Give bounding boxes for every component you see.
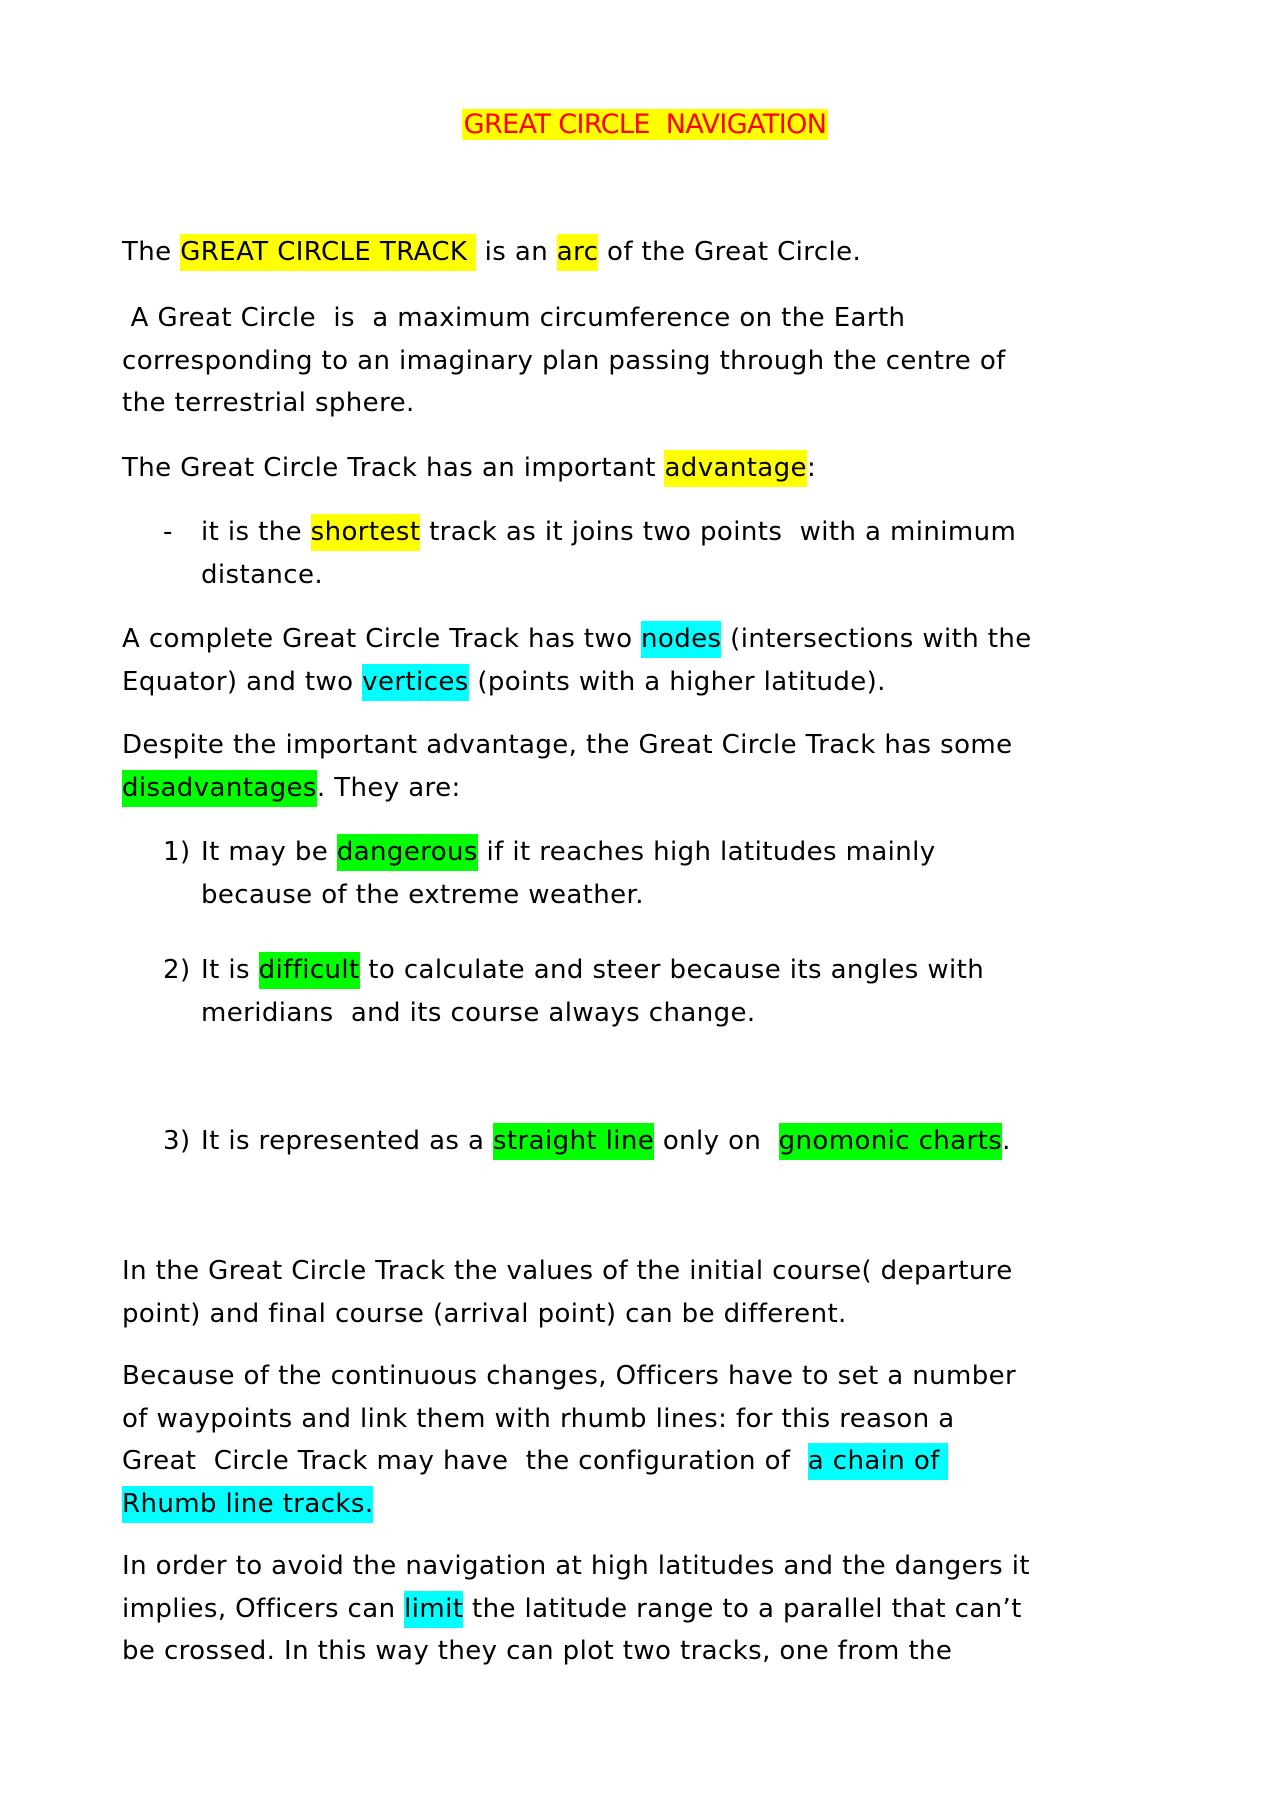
text-run: . <box>1002 1126 1011 1156</box>
text-run: is an <box>476 237 557 267</box>
text-run: implies, Officers can <box>122 1593 405 1624</box>
text-run: The Great Circle Track has an important <box>122 453 665 483</box>
text-run: : <box>806 453 817 483</box>
list-item-body <box>201 511 1183 596</box>
text-run: It is represented as a <box>201 1126 494 1156</box>
disadvantage-list-item-2 <box>163 949 1183 1034</box>
text-run: if it reaches high latitudes mainly <box>477 837 936 867</box>
text-line: A Great Circle is a maximum circumference on the Earth <box>122 303 906 333</box>
list-number-marker: 1) <box>163 837 191 867</box>
text-run: It may be <box>201 837 337 867</box>
text-run: it is the <box>201 517 311 547</box>
text-line: be crossed. In this way they can plot two tracks, one from the <box>122 1636 953 1666</box>
text-line: because of the extreme weather. <box>201 879 644 910</box>
highlight-difficult: difficult <box>259 952 360 989</box>
paragraph-nodes-vertices <box>122 618 1182 703</box>
list-number-marker: 2) <box>163 955 191 985</box>
list-number-marker: 3) <box>163 1126 191 1156</box>
text-line: corresponding to an imaginary plan passing through the centre of <box>122 345 1006 376</box>
paragraph-great-circle-definition <box>122 297 1182 425</box>
page-title <box>0 106 1280 143</box>
paragraph-advantage-intro <box>122 447 1182 490</box>
text-run: . They are: <box>316 772 461 803</box>
advantage-list-item <box>163 511 1183 596</box>
text-run: It is <box>201 955 259 985</box>
text-line: In the Great Circle Track the values of the initial course( departure <box>122 1256 1013 1286</box>
highlight-disadvantages: disadvantages <box>122 770 317 807</box>
text-run: track as it joins two points with a minimum <box>420 517 1017 547</box>
dash-bullet-marker: - <box>163 517 173 547</box>
paragraph-great-circle-track-definition <box>122 231 1182 274</box>
text-line: Because of the continuous changes, Officers have to set a number <box>122 1361 1017 1391</box>
text-run: A complete Great Circle Track has two <box>122 624 642 654</box>
highlight-vertices: vertices <box>362 664 469 701</box>
text-line: Despite the important advantage, the Great Circle Track has some <box>122 730 1013 760</box>
disadvantage-list-item-1 <box>163 831 1183 916</box>
highlight-chain-of: a chain of <box>808 1443 949 1480</box>
text-run: (intersections with the <box>721 624 1032 654</box>
highlight-arc: arc <box>557 234 599 271</box>
text-run: of the Great Circle. <box>598 237 862 267</box>
title-highlight: GREAT CIRCLE NAVIGATION <box>463 109 827 140</box>
text-run: Equator) and two <box>122 666 363 697</box>
highlight-great-circle-track: GREAT CIRCLE TRACK <box>180 234 476 271</box>
text-line: point) and final course (arrival point) can be different. <box>122 1298 847 1329</box>
text-line: meridians and its course always change. <box>201 997 756 1028</box>
paragraph-initial-final-course <box>122 1250 1182 1335</box>
highlight-shortest: shortest <box>311 514 421 551</box>
text-run: to calculate and steer because its angles with <box>359 955 985 985</box>
text-run: (points with a higher latitude). <box>468 666 886 697</box>
highlight-dangerous: dangerous <box>337 834 478 871</box>
highlight-advantage: advantage <box>664 450 806 487</box>
highlight-limit: limit <box>404 1591 463 1628</box>
paragraph-disadvantages-intro <box>122 724 1182 809</box>
list-item-body <box>201 1120 1183 1163</box>
text-line: of waypoints and link them with rhumb lines: for this reason a <box>122 1403 955 1434</box>
list-item-body <box>201 949 1183 1034</box>
paragraph-waypoints-rhumb-lines <box>122 1355 1182 1525</box>
text-line: In order to avoid the navigation at high latitudes and the dangers it <box>122 1551 1030 1581</box>
disadvantage-list-item-3 <box>163 1120 1183 1163</box>
text-run: the latitude range to a parallel that can’t <box>463 1593 1022 1624</box>
highlight-gnomonic-charts: gnomonic charts <box>779 1123 1003 1160</box>
paragraph-limit-latitude <box>122 1545 1182 1673</box>
highlight-nodes: nodes <box>641 621 721 658</box>
text-line: distance. <box>201 559 324 590</box>
text-run: only on <box>654 1126 779 1156</box>
highlight-straight-line: straight line <box>493 1123 654 1160</box>
text-run: The <box>122 237 181 267</box>
text-line: the terrestrial sphere. <box>122 388 415 418</box>
highlight-rhumb-line-tracks: Rhumb line tracks. <box>122 1486 373 1523</box>
text-run: Great Circle Track may have the configuration of <box>122 1446 808 1476</box>
list-item-body <box>201 831 1183 916</box>
